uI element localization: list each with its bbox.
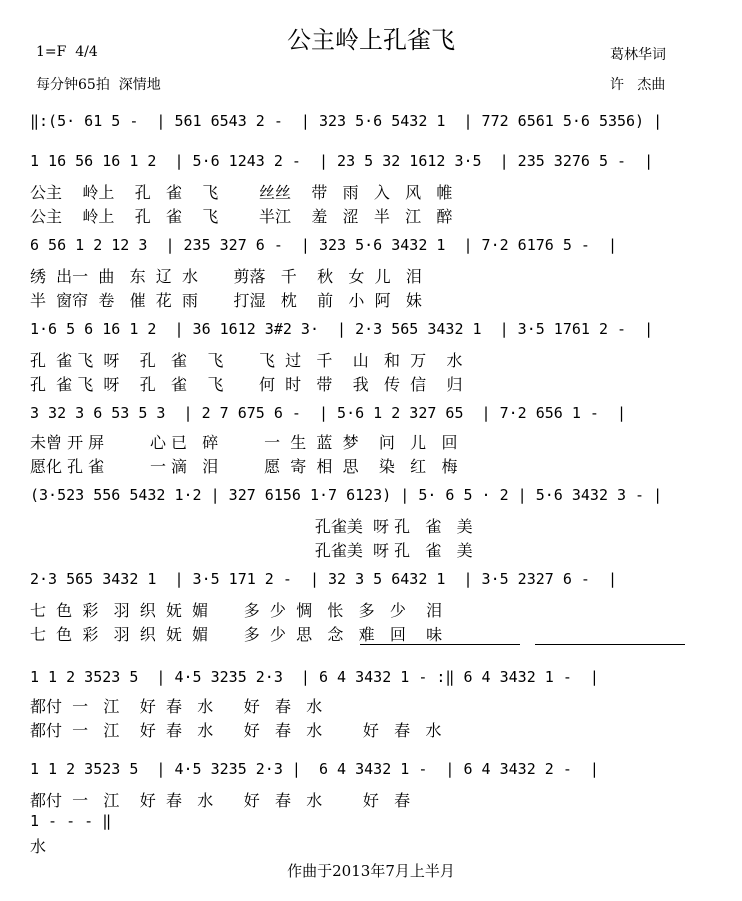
notation-line-5: 3 32 3 6 53 5 3 | 2 7 675 6 - | 5·6 1 2 327 65 | 7·2 656 1 - | <box>30 404 627 422</box>
lyric-line-5a: 未曾 开 屏 心 已 碎 一 生 蓝 梦 问 儿 回 <box>30 433 458 452</box>
tempo-marking: 每分钟65拍 深情地 <box>36 77 161 93</box>
composition-date-note: 作曲于2013年7月上半月 <box>287 862 455 880</box>
composer-credit: 许 杰曲 <box>610 77 666 93</box>
lyric-line-7b: 七 色 彩 羽 织 妩 媚 多 少 思 念 难 回 味 <box>30 625 443 644</box>
notation-line-10: 1 - - - ‖ <box>30 812 112 830</box>
lyric-line-2a: 公主 岭上 孔 雀 飞 丝丝 带 雨 入 风 帷 <box>30 183 453 202</box>
notation-line-7: 2·3 565 3432 1 | 3·5 171 2 - | 32 3 5 6432 1 | 3·5 2327 6 - | <box>30 570 617 588</box>
lyric-line-9a: 都付 一 江 好 春 水 好 春 水 好 春 <box>30 791 411 810</box>
notation-line-3: 6 56 1 2 12 3 | 235 327 6 - | 323 5·6 3432 1 | 7·2 6176 5 - | <box>30 236 617 254</box>
key-signature: 1=F 4/4 <box>36 44 98 60</box>
lyric-line-10a: 水 <box>30 837 47 856</box>
lyric-line-4a: 孔 雀 飞 呀 孔 雀 飞 飞 过 千 山 和 万 水 <box>30 351 463 370</box>
notation-line-8: 1 1 2 3523 5 | 4·5 3235 2·3 | 6 4 3432 1 - :‖ 6 4 3432 1 - | <box>30 668 599 686</box>
lyricist-credit: 葛林华词 <box>610 47 666 63</box>
notation-line-4: 1·6 5 6 16 1 2 | 36 1612 3#2 3· | 2·3 565 3432 1 | 3·5 1761 2 - | <box>30 320 654 338</box>
lyric-line-3b: 半 窗帘 卷 催 花 雨 打湿 枕 前 小 阿 妹 <box>30 291 422 310</box>
volta-bracket-1 <box>360 644 520 645</box>
lyric-line-4b: 孔 雀 飞 呀 孔 雀 飞 何 时 带 我 传 信 归 <box>30 375 463 394</box>
notation-line-2: 1 16 56 16 1 2 | 5·6 1243 2 - | 23 5 32 1612 3·5 | 235 3276 5 - | <box>30 152 654 170</box>
notation-line-1: ‖:(5· 61 5 - | 561 6543 2 - | 323 5·6 5432 1 | 772 6561 5·6 5356) | <box>30 112 663 130</box>
volta-bracket-2 <box>535 644 685 645</box>
score-title: 公主岭上孔雀飞 <box>287 26 455 54</box>
lyric-line-6a: 孔雀美 呀 孔 雀 美 <box>30 517 473 536</box>
notation-line-9: 1 1 2 3523 5 | 4·5 3235 2·3 | 6 4 3432 1 - | 6 4 3432 2 - | <box>30 760 599 778</box>
lyric-line-8b: 都付 一 江 好 春 水 好 春 水 好 春 水 <box>30 721 442 740</box>
lyric-line-8a: 都付 一 江 好 春 水 好 春 水 <box>30 697 323 716</box>
notation-line-6: (3·523 556 5432 1·2 | 327 6156 1·7 6123) | 5· 6 5 · 2 | 5·6 3432 3 - | <box>30 486 663 504</box>
lyric-line-5b: 愿化 孔 雀 一 滴 泪 愿 寄 相 思 染 红 梅 <box>30 457 458 476</box>
lyric-line-6b: 孔雀美 呀 孔 雀 美 <box>30 541 473 560</box>
lyric-line-7a: 七 色 彩 羽 织 妩 媚 多 少 惆 怅 多 少 泪 <box>30 601 443 620</box>
lyric-line-3a: 绣 出一 曲 东 辽 水 剪落 千 秋 女 儿 泪 <box>30 267 422 286</box>
lyric-line-2b: 公主 岭上 孔 雀 飞 半江 羞 涩 半 江 醉 <box>30 207 453 226</box>
